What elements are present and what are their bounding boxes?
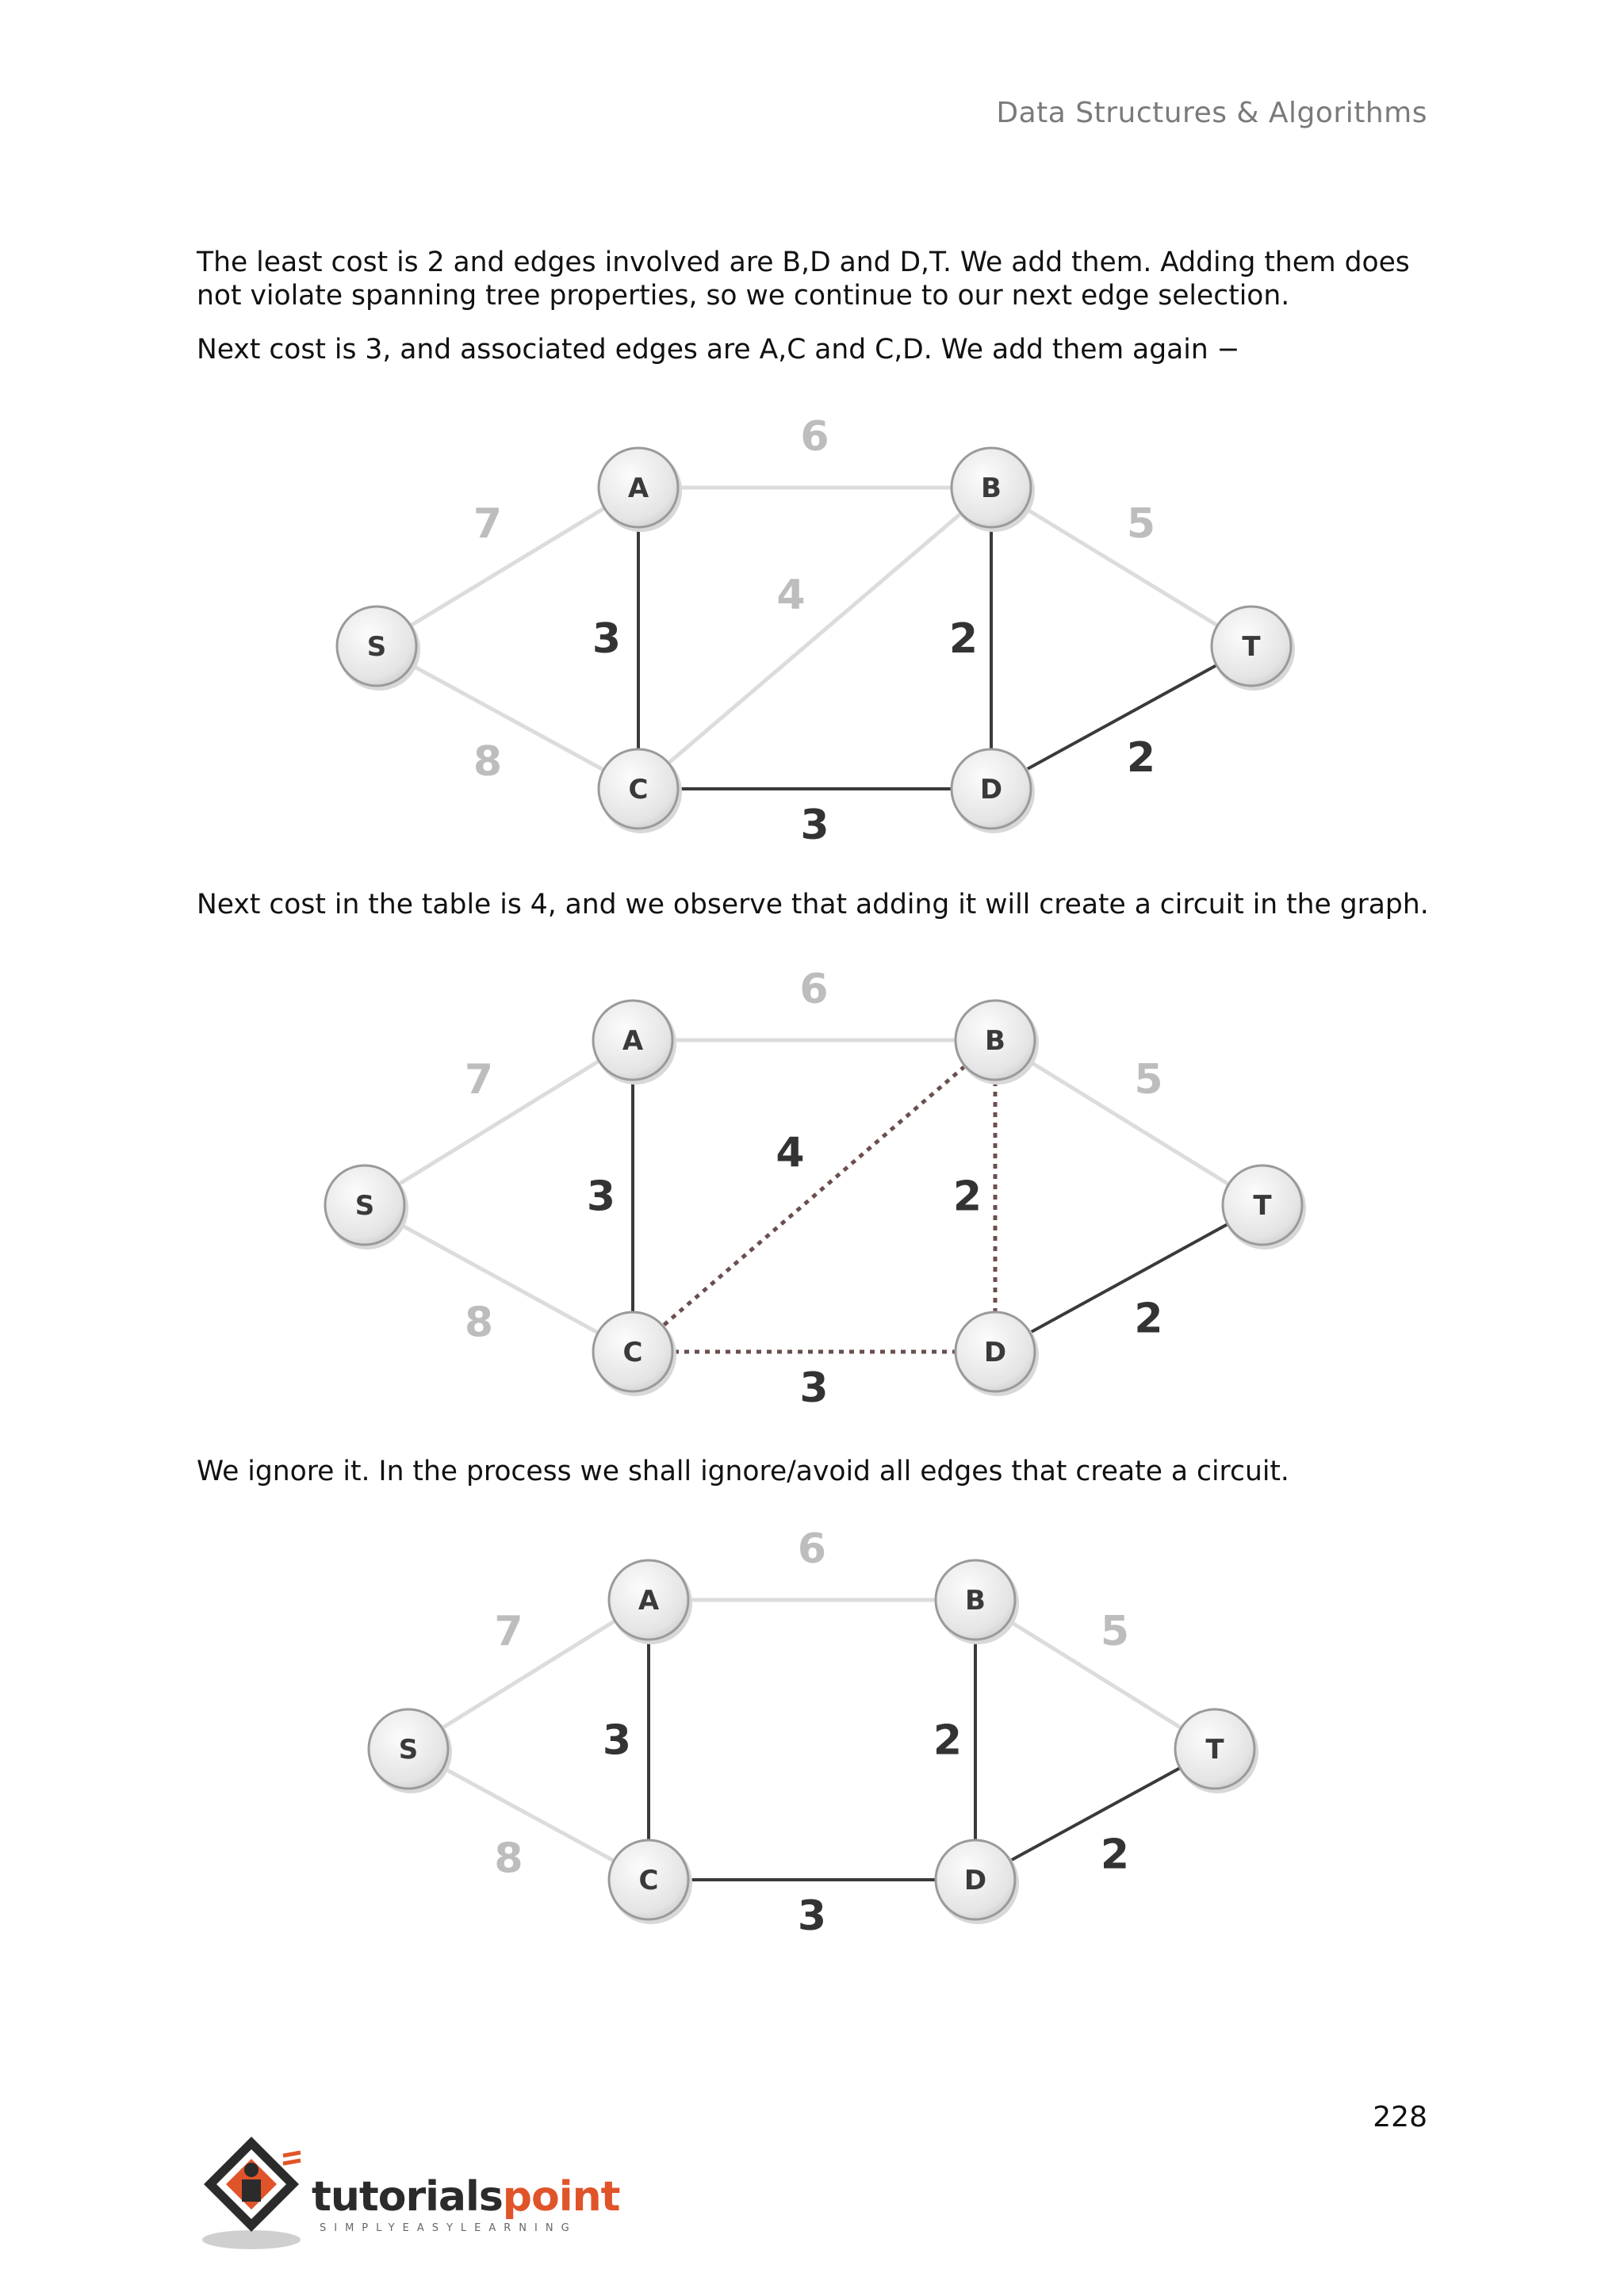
graph-node-t [1175, 1709, 1258, 1793]
graph-node-label: D [963, 1865, 987, 1896]
graph-node-s [325, 1165, 408, 1249]
logo-text-tutorials: tutorials [312, 2173, 503, 2221]
graph-figure-3 [0, 1526, 1624, 2034]
logo-wordmark [312, 2173, 619, 2221]
edge-weight-label: 3 [592, 615, 622, 663]
graph-node-label: A [638, 1585, 660, 1617]
edge-weight-label: 3 [586, 1173, 616, 1221]
edge-weight-label: 8 [494, 1835, 523, 1883]
edge-b-t [995, 1040, 1262, 1205]
edge-weight-label: 2 [952, 1173, 982, 1221]
paragraph-ignore-circuit: We ignore it. In the process we shall ignore/avoid all edges that create a circuit. [197, 1456, 1289, 1487]
graph-node-label: D [983, 1337, 1007, 1368]
graph-node-label: A [627, 473, 649, 504]
edge-weight-label: 2 [933, 1716, 963, 1765]
edge-weight-label: 4 [776, 572, 806, 619]
graph-node-b [936, 1560, 1019, 1644]
edge-d-t [995, 1205, 1262, 1352]
graph-node-t [1223, 1165, 1306, 1249]
edge-weight-label: 3 [602, 1716, 632, 1765]
graph-node-label: S [354, 1190, 375, 1222]
edge-weight-label: 3 [799, 1364, 829, 1412]
logo-emblem-icon [194, 2129, 313, 2256]
graph-node-label: C [622, 1337, 643, 1368]
edge-weight-label: 6 [800, 413, 829, 461]
graph-node-t [1212, 607, 1295, 691]
graph-node-d [936, 1840, 1019, 1924]
graph-node-label: B [965, 1585, 986, 1617]
graph-node-label: D [979, 774, 1003, 806]
logo-text-point: point [502, 2173, 620, 2221]
edge-weight-label: 2 [948, 615, 979, 663]
edge-weight-label: 2 [1126, 734, 1156, 782]
graph-node-c [593, 1312, 676, 1396]
graph-node-label: B [981, 473, 1002, 504]
edge-c-b [633, 1040, 995, 1352]
edge-weight-label: 7 [473, 500, 503, 548]
graph-node-label: T [1242, 631, 1261, 663]
graph-node-label: C [628, 774, 649, 806]
edge-weight-label: 8 [464, 1299, 494, 1347]
paragraph-next-cost-4: Next cost in the table is 4, and we observe that adding it will create a circuit in the graph. [197, 889, 1429, 920]
graph-node-label: A [622, 1025, 644, 1057]
edge-weight-label: 4 [776, 1129, 805, 1177]
graph-figure-1 [0, 404, 1624, 912]
graph-node-b [952, 448, 1035, 532]
graph-node-label: C [638, 1865, 659, 1896]
graph-node-a [593, 1001, 676, 1085]
graph-node-label: T [1253, 1190, 1272, 1222]
edge-weight-label: 6 [799, 966, 829, 1013]
page-number: 228 [1373, 2101, 1427, 2133]
graph-node-label: B [985, 1025, 1005, 1057]
logo-tagline: SIMPLYEASYLEARNING [320, 2222, 577, 2234]
graph-node-a [609, 1560, 692, 1644]
graph-node-s [337, 607, 420, 691]
graph-node-label: T [1205, 1734, 1224, 1766]
edge-weight-label: 5 [1134, 1056, 1163, 1104]
edge-weight-label: 8 [473, 738, 503, 786]
edge-weight-label: 5 [1100, 1608, 1130, 1655]
edge-weight-label: 3 [797, 1892, 827, 1940]
edge-weight-label: 7 [464, 1056, 494, 1104]
graph-node-d [952, 749, 1035, 833]
edge-d-t [991, 646, 1251, 789]
paragraph-least-cost: The least cost is 2 and edges involved are B,D and D,T. We add them. Adding them does not violate spanning tree properties, so we continue to our next edge selection. [197, 247, 1410, 312]
edge-weight-label: 6 [797, 1526, 827, 1573]
graph-2-svg [0, 959, 1624, 1467]
paragraph-next-cost-3: Next cost is 3, and associated edges are A,C and C,D. We add them again − [197, 334, 1240, 365]
graph-node-b [956, 1001, 1039, 1085]
graph-1-svg [0, 404, 1624, 912]
graph-node-s [369, 1709, 452, 1793]
graph-node-a [599, 448, 682, 532]
graph-figure-2 [0, 959, 1624, 1467]
edge-b-t [991, 488, 1251, 646]
page-header-title: Data Structures & Algorithms [996, 97, 1427, 129]
graph-node-label: S [398, 1734, 419, 1766]
edge-weight-label: 7 [494, 1608, 523, 1655]
graph-node-c [609, 1840, 692, 1924]
graph-node-label: S [366, 631, 387, 663]
edge-weight-label: 2 [1134, 1295, 1163, 1343]
graph-node-d [956, 1312, 1039, 1396]
tutorialspoint-logo [194, 2129, 638, 2256]
edge-weight-label: 2 [1100, 1831, 1130, 1879]
graph-3-svg [0, 1526, 1624, 2034]
edge-weight-label: 5 [1126, 500, 1156, 548]
edge-weight-label: 3 [800, 802, 829, 849]
edge-s-c [365, 1205, 633, 1352]
edge-c-b [638, 488, 991, 789]
